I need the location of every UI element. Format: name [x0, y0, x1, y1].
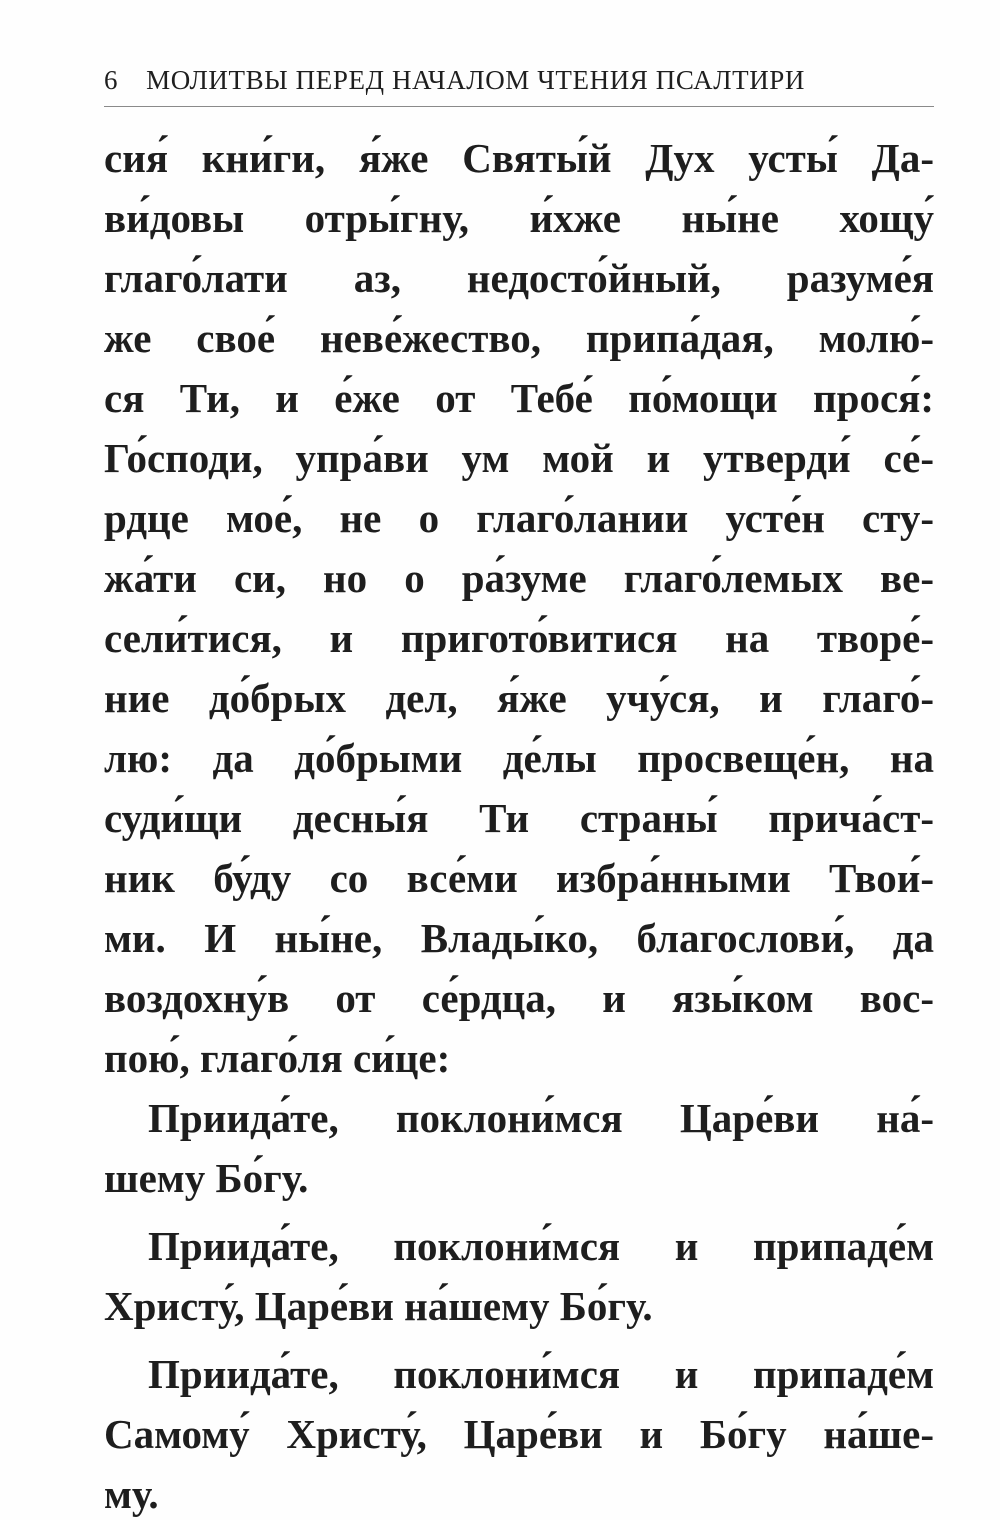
- text-line: Христу́, Царе́ви на́шему Бо́гу.: [104, 1283, 653, 1329]
- text-line: шему Бо́гу.: [104, 1155, 309, 1201]
- text-line: сия́ кни́ги, я́же Святы́й Дух усты́ Да-: [104, 135, 934, 181]
- paragraph-opening-prayer: [104, 128, 934, 1088]
- text-line: пою́, глаго́ля си́це:: [104, 1035, 451, 1081]
- text-line: сели́тися, и пригото́витися на творе́-: [104, 615, 934, 661]
- paragraph-gap: [104, 1208, 934, 1216]
- prayer-text: [104, 128, 934, 1524]
- text-line: му.: [104, 1471, 159, 1517]
- paragraph-invitation-2: [104, 1216, 934, 1336]
- paragraph-gap: [104, 1336, 934, 1344]
- running-title: МОЛИТВЫ ПЕРЕД НАЧАЛОМ ЧТЕНИЯ ПСАЛТИРИ: [146, 64, 806, 95]
- paragraph-invitation-3: [104, 1344, 934, 1524]
- text-line: жа́ти си, но о ра́зуме глаго́лемых ве-: [104, 555, 934, 601]
- text-line: Приида́те, поклони́мся Царе́ви на́-: [148, 1095, 934, 1141]
- text-line: глаго́лати аз, недосто́йный, разуме́я: [104, 255, 934, 301]
- text-line: ся Ти, и е́же от Тебе́ по́мощи прося́:: [104, 375, 934, 421]
- text-line: лю: да до́брыми де́лы просвеще́н, на: [104, 735, 934, 781]
- text-line: же свое́ неве́жество, припа́дая, молю́-: [104, 315, 934, 361]
- text-line: Самому́ Христу́, Царе́ви и Бо́гу на́ше-: [104, 1411, 934, 1457]
- text-line: ми. И ны́не, Влады́ко, благослови́, да: [104, 915, 934, 961]
- running-head: [104, 58, 936, 102]
- header-rule: [104, 106, 934, 107]
- text-line: Приида́те, поклони́мся и припаде́м: [148, 1351, 934, 1397]
- text-line: рдце мое́, не о глаго́лании усте́н сту-: [104, 495, 934, 541]
- text-line: Го́споди, упра́ви ум мой и утверди́ се́-: [104, 435, 934, 481]
- text-line: суди́щи десны́я Ти страны́ прича́ст-: [104, 795, 934, 841]
- page-number: 6: [104, 64, 119, 95]
- text-line: Приида́те, поклони́мся и припаде́м: [148, 1223, 934, 1269]
- text-line: ние до́брых дел, я́же учу́ся, и глаго́-: [104, 675, 934, 721]
- text-line: воздохну́в от се́рдца, и язы́ком вос-: [104, 975, 934, 1021]
- text-line: ник бу́ду со все́ми избра́нными Твои́-: [104, 855, 934, 901]
- text-line: ви́довы отры́гну, и́хже ны́не хощу́: [104, 195, 934, 241]
- paragraph-invitation-1: [104, 1088, 934, 1208]
